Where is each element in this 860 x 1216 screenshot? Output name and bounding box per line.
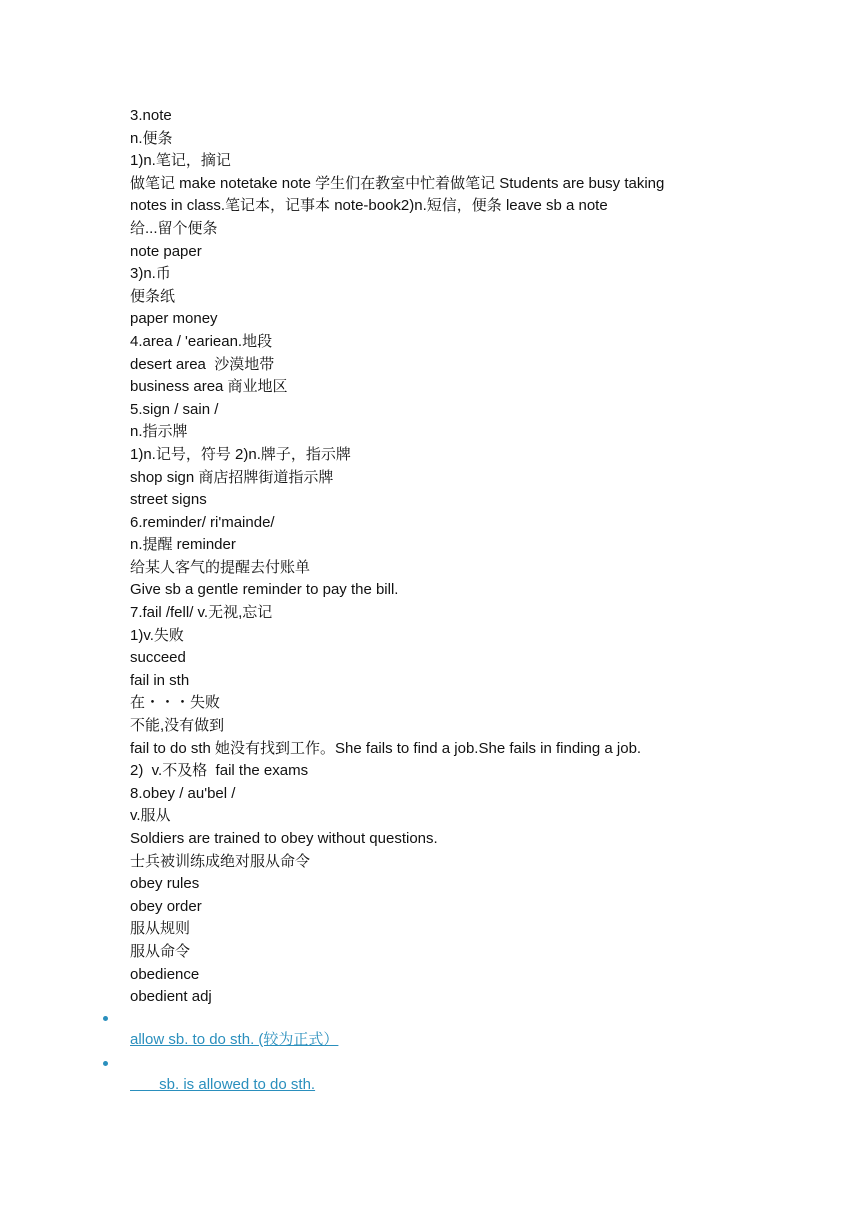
text-line: 服从规则: [130, 920, 191, 938]
text-line: succeed: [130, 649, 186, 667]
text-line: 1)v.失败: [130, 626, 184, 644]
text-line: Soldiers are trained to obey without questions.: [130, 830, 438, 847]
text-line: 在・・・失败: [130, 694, 221, 712]
bullet-link[interactable]: sb. is allowed to do sth.: [130, 1076, 316, 1093]
text-line: 6.reminder/ ri'mainde/: [130, 513, 275, 531]
text-line: fail to do sth 她没有找到工作。She fails to find a job.She fails in finding a job.: [130, 739, 642, 757]
text-line: 4.area / 'eariean.地段: [130, 332, 273, 350]
text-line: desert area 沙漠地带: [130, 355, 275, 373]
text-line: paper money: [130, 310, 218, 328]
text-line: notes in class.笔记本，记事本 note-book2)n.短信，便条 leave sb a note: [130, 197, 608, 215]
text-line: Give sb a gentle reminder to pay the bill.: [130, 581, 399, 599]
text-line: 士兵被训练成绝对服从命令: [130, 852, 311, 870]
text-line: shop sign 商店招牌街道指示牌: [130, 468, 334, 486]
text-line: street signs: [130, 491, 207, 509]
text-line: 给某人客气的提醒去付账单: [130, 558, 311, 576]
text-line: 便条纸: [130, 287, 176, 305]
text-line: obedience: [130, 965, 200, 983]
text-line: 给...留个便条: [130, 219, 218, 237]
bullet-dot-icon: [103, 1016, 108, 1021]
list-item: [0, 1006, 860, 1051]
text-line: 3)n.币: [130, 265, 171, 283]
bullet-dot-icon: [103, 1061, 108, 1066]
text-line: n.指示牌: [130, 423, 188, 441]
text-line: obedient adj: [130, 988, 212, 1006]
text-line: fail in sth: [130, 671, 190, 689]
text-line: 1)n.笔记，摘记: [130, 152, 231, 170]
text-line: 做笔记 make notetake note 学生们在教室中忙着做笔记 Students are busy taking: [130, 174, 665, 192]
text-line: 1)n.记号，符号 2)n.牌子，指示牌: [130, 445, 351, 463]
text-line: 8.obey / au'bel /: [130, 784, 236, 802]
text-line: note paper: [130, 242, 202, 260]
text-line: obey rules: [130, 875, 200, 893]
text-line: 7.fail /fell/ v.无视,忘记: [130, 604, 273, 622]
document-body: [130, 105, 730, 1009]
text-line: n.便条: [130, 129, 173, 147]
text-line: business area 商业地区: [130, 378, 288, 396]
text-line: n.提醒 reminder: [130, 536, 236, 554]
bullet-link[interactable]: allow sb. to do sth. (较为正式）: [130, 1031, 339, 1048]
text-line: obey order: [130, 897, 202, 915]
text-line: v.服从: [130, 807, 171, 825]
text-line: 不能,没有做到: [130, 717, 225, 735]
text-line: 服从命令: [130, 942, 191, 960]
list-item: [0, 1051, 860, 1096]
text-line: 2) v.不及格 fail the exams: [130, 762, 309, 780]
text-line: 5.sign / sain /: [130, 400, 219, 418]
bullet-list: [0, 1006, 860, 1096]
text-line: 3.note: [130, 107, 172, 124]
